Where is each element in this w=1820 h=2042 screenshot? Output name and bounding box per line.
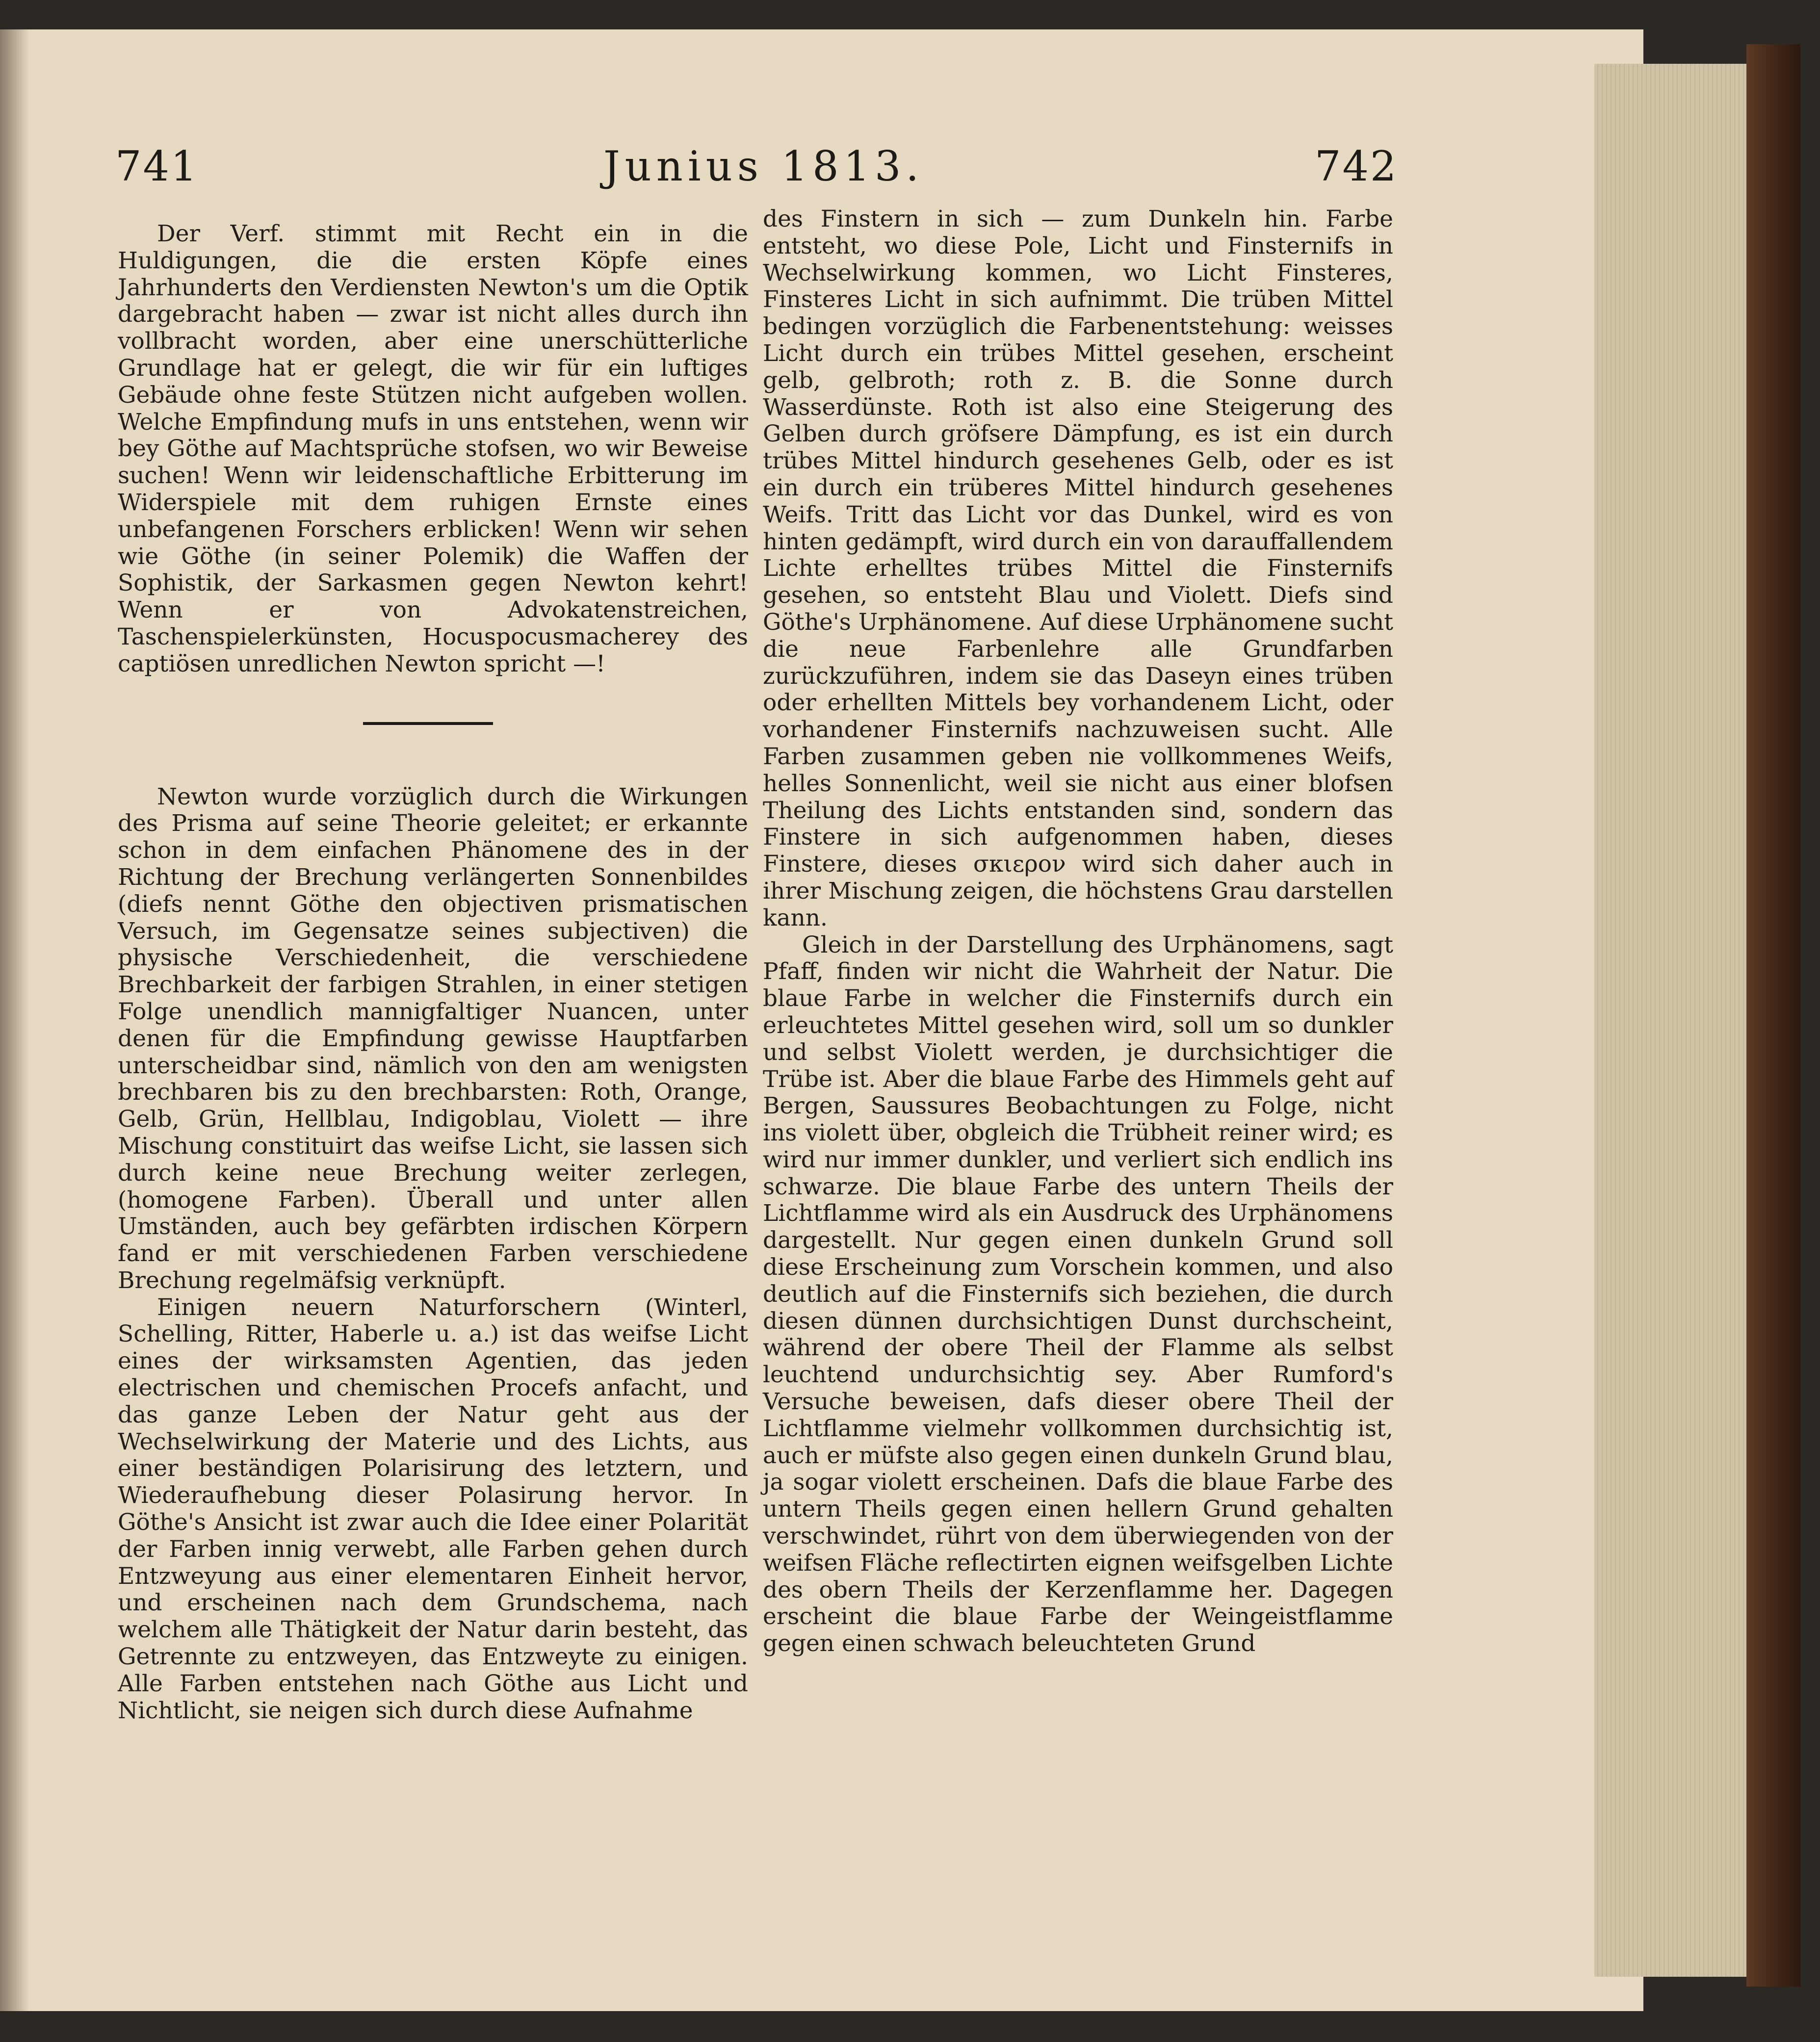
- gutter-shadow: [0, 29, 29, 2011]
- page-edges: [1594, 64, 1751, 1977]
- section-gap: [118, 725, 748, 784]
- right-paragraph-1: des Finstern in sich — zum Dunkeln hin. Farbe entsteht, wo diese Pole, Licht und Finsternifs in Wechselwirkung kommen, wo Licht Finsteres, Finsteres Licht in sich aufnimmt. Die trüben Mittel bedingen vorzüglich die Farbenentstehung: weisses Licht durch ein trübes Mittel gesehen, erscheint gelb, gelbroth; roth z. B. die Sonne durch Wasserdünste. Roth ist also eine Steigerung des Gelben durch gröfsere Dämpfung, es ist ein durch trübes Mittel hindurch gesehenes Gelb, oder es ist ein durch ein trüberes Mittel hindurch gesehenes Weifs. Tritt das Licht vor das Dunkel, wird es von hinten gedämpft, wird durch ein von darauffallendem Lichte erhelltes trübes Mittel die Finsternifs gesehen, so entsteht Blau und Violett. Diefs sind Göthe's Urphänomene. Auf diese Urphänomene sucht die neue Farbenlehre alle Grundfarben zurückzuführen, indem sie das Daseyn eines trüben oder erhellten Mittels bey vorhandenem Licht, oder vorhandener Finsternifs nachzuweisen sucht. Alle Farben zusammen geben nie vollkommenes Weifs, helles Sonnenlicht, weil sie nicht aus einer blofsen Theilung des Lichts entstanden sind, sondern das Finstere in sich aufgenommen haben, dieses Finstere, dieses σκιερον wird sich daher auch in ihrer Mischung zeigen, die höchstens Grau darstellen kann.: [763, 206, 1393, 931]
- right-paragraph-2: Gleich in der Darstellung des Urphänomens, sagt Pfaff, finden wir nicht die Wahrheit der Natur. Die blaue Farbe in welcher die Finsternifs durch ein erleuchtetes Mittel gesehen wird, soll um so dunkler und selbst Violett werden, je durchsichtiger die Trübe ist. Aber die blaue Farbe des Himmels geht auf Bergen, Saussures Beobachtungen zu Folge, nicht ins violett über, obgleich die Trübheit reiner wird; es wird nur immer dunkler, und verliert sich endlich ins schwarze. Die blaue Farbe des untern Theils der Lichtflamme wird als ein Ausdruck des Urphänomens dargestellt. Nur gegen einen dunkeln Grund soll diese Erscheinung zum Vorschein kommen, und also deutlich auf die Finsternifs sich beziehen, die durch diesen dünnen durchsichtigen Dunst durchscheint, während der obere Theil der Flamme als selbst leuchtend undurchsichtig sey. Aber Rumford's Versuche beweisen, dafs dieser obere Theil der Lichtflamme vielmehr vollkommen durchsichtig ist, auch er müfste also gegen einen dunkeln Grund blau, ja sogar violett erscheinen. Dafs die blaue Farbe des untern Theils gegen einen hellern Grund gehalten verschwindet, rührt von dem überwiegenden von der weifsen Fläche reflectirten eignen weifsgelben Lichte des obern Theils der Kerzenflamme her. Dagegen erscheint die blaue Farbe der Weingeistflamme gegen einen schwach beleuchteten Grund: [763, 931, 1393, 1657]
- left-column: [118, 221, 748, 1724]
- left-paragraph-3: Einigen neuern Naturforschern (Winterl, Schelling, Ritter, Haberle u. a.) ist das weifse Licht eines der wirksamsten Agentien, das jeden electrischen und chemischen Procefs anfacht, und das ganze Leben der Natur geht aus der Wechselwirkung der Materie und des Lichts, aus einer beständigen Polarisirung des letztern, und Wiederaufhebung dieser Polasirung hervor. In Göthe's Ansicht ist zwar auch die Idee einer Polarität der Farben innig verwebt, alle Farben gehen durch Entzweyung aus einer elementaren Einheit hervor, und erscheinen nach dem Grundschema, nach welchem alle Thätigkeit der Natur darin besteht, das Getrennte zu entzweyen, das Entzweyte zu einigen. Alle Farben entstehen nach Göthe aus Licht und Nichtlicht, sie neigen sich durch diese Aufnahme: [118, 1293, 748, 1724]
- book-spine: [1746, 44, 1800, 1987]
- left-paragraph-2: Newton wurde vorzüglich durch die Wirkungen des Prisma auf seine Theorie geleitet; er erkannte schon in dem einfachen Phänomene des in der Richtung der Brechung verlängerten Sonnenbildes (diefs nennt Göthe den objectiven prismatischen Versuch, im Gegensatze seines subjectiven) die physische Verschiedenheit, die verschiedene Brechbarkeit der farbigen Strahlen, in einer stetigen Folge unendlich mannigfaltiger Nuancen, unter denen für die Empfindung gewisse Hauptfarben unterscheidbar sind, nämlich von den am wenigsten brechbaren bis zu den brechbarsten: Roth, Orange, Gelb, Grün, Hellblau, Indigoblau, Violett — ihre Mischung constituirt das weifse Licht, sie lassen sich durch keine neue Brechung weiter zerlegen, (homogene Farben). Überall und unter allen Umständen, auch bey gefärbten irdischen Körpern fand er mit verschiedenen Farben verschiedene Brechung regelmäfsig verknüpft.: [118, 783, 748, 1294]
- right-column: [763, 206, 1393, 1657]
- right-page-number: 742: [1315, 142, 1398, 190]
- running-head-title: Junius 1813.: [603, 142, 924, 190]
- left-page-number: 741: [115, 142, 199, 190]
- section-divider: [363, 722, 493, 725]
- left-paragraph-1: Der Verf. stimmt mit Recht ein in die Huldigungen, die die ersten Köpfe eines Jahrhunderts den Verdiensten Newton's um die Optik dargebracht haben — zwar ist nicht alles durch ihn vollbracht worden, aber eine unerschütterliche Grundlage hat er gelegt, die wir für ein luftiges Gebäude ohne feste Stützen nicht aufgeben wollen. Welche Empfindung mufs in uns entstehen, wenn wir bey Göthe auf Machtsprüche stofsen, wo wir Beweise suchen! Wenn wir leidenschaftliche Erbitterung im Widerspiele mit dem ruhigen Ernste eines unbefangenen Forschers erblicken! Wenn wir sehen wie Göthe (in seiner Polemik) die Waffen der Sophistik, der Sarkasmen gegen Newton kehrt! Wenn er von Advokatenstreichen, Taschenspielerkünsten, Hocuspocusmacherey des captiösen unredlichen Newton spricht —!: [118, 220, 748, 677]
